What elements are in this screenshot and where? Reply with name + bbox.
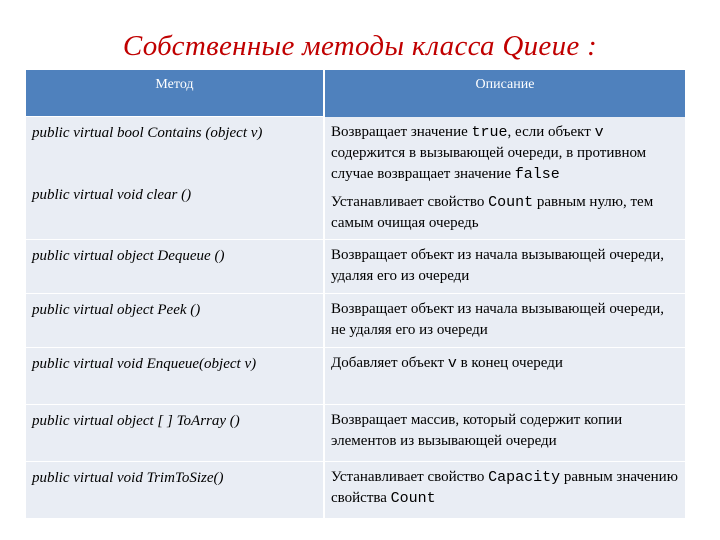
table-row [26,117,685,193]
description-cell [324,117,685,193]
method-name: public virtual object Peek () [26,294,324,348]
table-row [26,348,685,405]
description-text: содержится в вызывающей очереди, в противном случае возвращает значение [331,144,647,182]
code-term: Capacity [488,469,561,486]
table-header-row [26,70,685,117]
code-term: v [447,355,457,372]
code-term: true [471,123,508,141]
description-text: Добавляет объект [331,355,448,371]
description-text: Возвращает массив, который содержит копии элементов из вызывающей очереди [331,412,623,449]
code-term: Count [390,490,436,507]
description-text: , если объект [507,123,595,140]
code-term: Count [488,194,534,212]
method-name: public virtual void clear () [32,187,192,203]
method-name: public virtual object [ ] ToArray () [26,405,324,462]
method-name: public virtual bool Contains (object v) [32,125,263,141]
description-cell [324,294,685,348]
description-cell [324,240,685,294]
description-cell [324,405,685,462]
column-header-method: Метод [26,70,324,117]
method-cell [26,117,324,240]
description-text: Устанавливает свойство [331,469,489,485]
description-cell [324,462,685,519]
code-term: false [514,165,560,183]
description-text: Возвращает объект из начала вызывающей очереди, удаляя его из очереди [331,247,665,284]
table-row [26,294,685,348]
code-term: v [594,123,604,141]
description-cell [324,192,685,239]
description-cell [324,348,685,405]
description-text: Возвращает значение [331,123,472,140]
method-name: public virtual object Dequeue () [26,240,324,294]
page-title: Собственные методы класса Queue : [122,30,598,62]
table-row [26,462,685,519]
description-text: в конец очереди [456,355,563,371]
description-text: Возвращает объект из начала вызывающей очереди, не удаляя его из очереди [331,301,665,338]
description-text: Устанавливает свойство [331,194,489,211]
table-row [26,240,685,294]
methods-table [26,70,685,518]
description-text: равным значению свойства [331,469,678,506]
description-text: равным нулю, тем самым очищая очередь [331,194,654,232]
method-name: public virtual void TrimToSize() [26,462,324,519]
column-header-description: Описание [324,70,685,117]
table-row [26,405,685,462]
method-name: public virtual void Enqueue(object v) [26,348,324,405]
